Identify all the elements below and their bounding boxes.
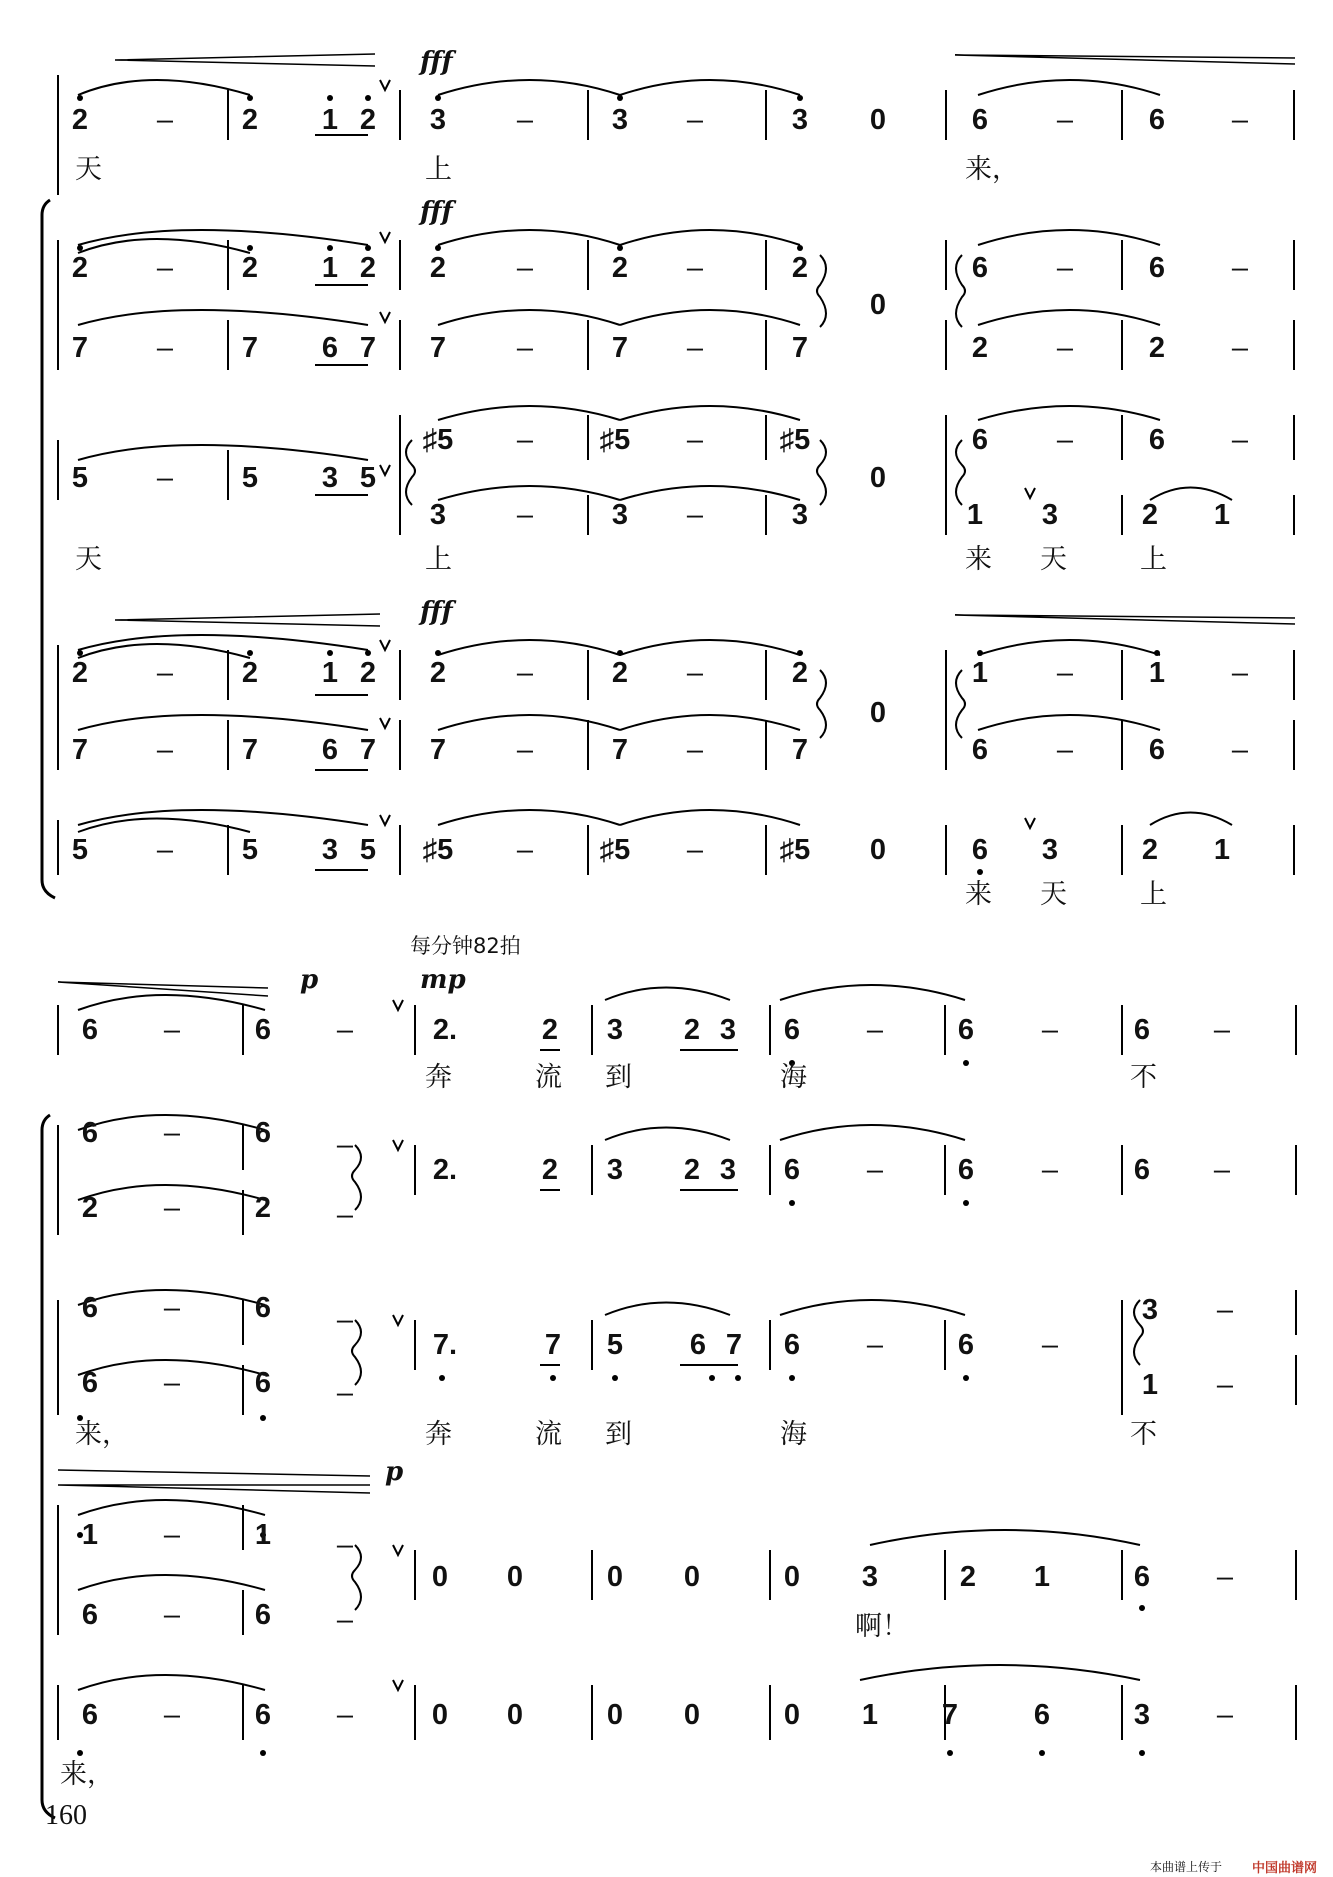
note: 3 [1141,1294,1159,1326]
note-dash: – [516,424,534,456]
note: 7. [432,1329,458,1361]
note-dash: – [516,834,534,866]
note: 7 [544,1329,562,1361]
note: 7 [611,734,629,766]
lyric: 流 [535,1419,562,1450]
note-dash: – [163,1117,181,1149]
note: 1 [1213,499,1231,531]
note: 3 [719,1154,737,1186]
rest: 0 [431,1699,449,1731]
note: 6 [81,1117,99,1149]
rest: 0 [683,1699,701,1731]
note: 6 [971,104,989,136]
note: 7 [791,734,809,766]
lyric: 来， [75,1419,129,1450]
note: 3 [611,104,629,136]
note: 6 [1033,1699,1051,1731]
note: 6 [1148,104,1166,136]
tempo-marking: 每分钟82拍 [410,934,521,958]
note-dash: – [1056,104,1074,136]
note: 7 [429,734,447,766]
note: 3 [791,499,809,531]
note: 2 [71,657,89,689]
note-dash: – [336,1529,354,1561]
note: ♯5 [779,834,811,866]
note: 5 [606,1329,624,1361]
lyric: 天 [75,154,102,185]
rest: 0 [506,1699,524,1731]
note-dash: – [1056,424,1074,456]
lyric: 到 [605,1062,632,1093]
note: 2 [359,252,377,284]
note: 3 [1041,834,1059,866]
dynamic-fff: fff [420,47,453,77]
lyric: 流 [535,1062,562,1093]
note-dash: – [1041,1014,1059,1046]
note: 6 [1133,1561,1151,1593]
note: 2 [359,657,377,689]
note: 2 [611,657,629,689]
rest: 0 [683,1561,701,1593]
note: 2 [959,1561,977,1593]
note-dash: – [1041,1329,1059,1361]
note: 1 [254,1519,272,1551]
footer-upload-text: 本曲谱上传于 [1150,1860,1223,1874]
rest: 0 [783,1699,801,1731]
note-dash: – [1216,1699,1234,1731]
note: 2 [81,1192,99,1224]
note-dash: – [1056,332,1074,364]
note-dash: – [156,734,174,766]
note-dash: – [1231,424,1249,456]
note: 6 [254,1699,272,1731]
note-dash: – [686,499,704,531]
dynamic-fff: fff [420,597,453,627]
note-dash: – [866,1014,884,1046]
crescendo-hairpin [115,54,375,66]
note-dash: – [163,1292,181,1324]
note: 6 [957,1329,975,1361]
note: 2 [71,104,89,136]
note: 3 [791,104,809,136]
note: 6 [1148,734,1166,766]
rest: 0 [869,289,887,321]
note: 2 [541,1154,559,1186]
note: 6 [971,424,989,456]
note: 1 [1033,1561,1051,1593]
note: 6 [81,1699,99,1731]
note: 3 [321,462,339,494]
note-dash: – [516,104,534,136]
note: 6 [254,1599,272,1631]
note: 3 [719,1014,737,1046]
lyric: 来， [60,1759,114,1790]
note: 3 [606,1014,624,1046]
note: 1 [1148,657,1166,689]
note-dash: – [1231,657,1249,689]
note-dash: – [686,252,704,284]
note: 1 [321,252,339,284]
rest: 0 [606,1561,624,1593]
note-dash: – [163,1699,181,1731]
note: 3 [321,834,339,866]
dynamic-fff: fff [420,197,453,227]
dynamic-p: p [385,1457,404,1487]
note: 6 [81,1014,99,1046]
note: 2 [683,1154,701,1186]
system-bracket [42,200,55,898]
note-dash: – [516,252,534,284]
note: 2 [254,1192,272,1224]
note: 1 [861,1699,879,1731]
note-dash: – [686,657,704,689]
note: 3 [429,104,447,136]
note: 2 [791,252,809,284]
note: 7 [359,734,377,766]
note-dash: – [336,1129,354,1161]
note: 7 [241,332,259,364]
note: 5 [359,834,377,866]
lyric: 来 [965,879,992,910]
note: 6 [957,1014,975,1046]
note: 5 [71,462,89,494]
note: 7 [941,1699,959,1731]
lyric: 奔 [425,1419,452,1450]
note: 1 [321,104,339,136]
note: 6 [971,252,989,284]
note: 6 [1133,1154,1151,1186]
note-dash: – [163,1519,181,1551]
note: 2 [683,1014,701,1046]
note: 6 [1148,424,1166,456]
note: 6 [783,1014,801,1046]
note: 1 [1141,1369,1159,1401]
note-dash: – [336,1377,354,1409]
lyric: 天 [1040,879,1067,910]
note: 5 [71,834,89,866]
note-dash: – [156,104,174,136]
lyric: 海 [780,1419,807,1450]
note: 7 [429,332,447,364]
note-dash: – [1056,734,1074,766]
note-dash: – [1056,252,1074,284]
note-dash: – [686,834,704,866]
note: 2 [359,104,377,136]
note-dash: – [686,332,704,364]
note: 2 [971,332,989,364]
lyric: 不 [1130,1062,1157,1093]
note-dash: – [336,1699,354,1731]
note-dash: – [866,1154,884,1186]
lyric: 上 [425,154,452,185]
note: 2 [791,657,809,689]
note: ♯5 [599,424,631,456]
note: 7 [725,1329,743,1361]
note: 7 [71,734,89,766]
note: 2 [241,104,259,136]
note-dash: – [163,1599,181,1631]
lyric: 来， [965,154,1019,185]
note-dash: – [163,1367,181,1399]
note-dash: – [163,1192,181,1224]
note: 1 [966,499,984,531]
note-dash: – [1213,1154,1231,1186]
note: 6 [81,1292,99,1324]
note: 2 [1141,834,1159,866]
note-dash: – [156,657,174,689]
note-dash: – [686,734,704,766]
note: 7 [241,734,259,766]
note: ♯5 [599,834,631,866]
note-dash: – [1216,1294,1234,1326]
note: 2 [1148,332,1166,364]
note-dash: – [336,1014,354,1046]
note-dash: – [686,424,704,456]
note: 2 [241,252,259,284]
note: ♯5 [422,424,454,456]
note-dash: – [1216,1369,1234,1401]
lyric: 奔 [425,1062,452,1093]
note: 6 [957,1154,975,1186]
lyric: 海 [780,1062,807,1093]
page-number: 160 [45,1800,87,1831]
note: 7 [791,332,809,364]
rest: 0 [869,697,887,729]
note: ♯5 [422,834,454,866]
note: 6 [321,734,339,766]
note: 2 [429,252,447,284]
note: 6 [81,1599,99,1631]
note: ♯5 [779,424,811,456]
note-dash: – [1231,104,1249,136]
note: 2. [432,1014,458,1046]
note: 2 [71,252,89,284]
note-dash: – [866,1329,884,1361]
note-dash: – [1231,734,1249,766]
note-dash: – [336,1304,354,1336]
rest: 0 [783,1561,801,1593]
note: 2 [611,252,629,284]
dynamic-p: p [300,965,319,995]
note: 7 [611,332,629,364]
note-dash: – [1231,332,1249,364]
note: 1 [81,1519,99,1551]
note-dash: – [156,834,174,866]
note: 6 [254,1367,272,1399]
note: 2 [241,657,259,689]
note: 6 [1133,1014,1151,1046]
note: 5 [241,462,259,494]
note-dash: – [336,1604,354,1636]
note: 6 [783,1154,801,1186]
note-dash: – [156,252,174,284]
lyric: 来 [965,544,992,575]
note-dash: – [516,499,534,531]
note: 3 [429,499,447,531]
note: 6 [321,332,339,364]
lyric: 不 [1130,1419,1157,1450]
note-dash: – [1216,1561,1234,1593]
lyric: 上 [1140,879,1167,910]
rest: 0 [869,834,887,866]
note: 6 [689,1329,707,1361]
note: 2. [432,1154,458,1186]
note: 6 [971,834,989,866]
note-dash: – [516,332,534,364]
note: 1 [321,657,339,689]
rest: 0 [431,1561,449,1593]
note: 6 [81,1367,99,1399]
rest: 0 [869,104,887,136]
note: 6 [254,1014,272,1046]
note-dash: – [336,1199,354,1231]
note-dash: – [516,734,534,766]
site-logo: 中国曲谱网 [1252,1861,1318,1876]
note: 6 [1148,252,1166,284]
rest: 0 [869,462,887,494]
note-dash: – [1041,1154,1059,1186]
note: 6 [254,1117,272,1149]
lyric: 啊！ [855,1611,909,1642]
lyric: 到 [605,1419,632,1450]
note: 2 [429,657,447,689]
note-dash: – [163,1014,181,1046]
note-dash: – [516,657,534,689]
lyric: 上 [1140,544,1167,575]
note: 3 [606,1154,624,1186]
note: 1 [971,657,989,689]
note: 3 [611,499,629,531]
note: 6 [971,734,989,766]
note: 2 [541,1014,559,1046]
note: 6 [783,1329,801,1361]
note-dash: – [1056,657,1074,689]
note: 3 [1041,499,1059,531]
note: 5 [241,834,259,866]
rest: 0 [606,1699,624,1731]
note: 3 [1133,1699,1151,1731]
note: 5 [359,462,377,494]
note-dash: – [1213,1014,1231,1046]
lyric: 天 [75,544,102,575]
note: 3 [861,1561,879,1593]
note: 1 [1213,834,1231,866]
note: 7 [71,332,89,364]
note-dash: – [156,332,174,364]
dynamic-mp: mp [420,965,466,995]
lyric: 天 [1040,544,1067,575]
rest: 0 [506,1561,524,1593]
note-dash: – [686,104,704,136]
note-dash: – [156,462,174,494]
lyric: 上 [425,544,452,575]
note-dash: – [1231,252,1249,284]
note: 7 [359,332,377,364]
note: 2 [1141,499,1159,531]
note: 6 [254,1292,272,1324]
